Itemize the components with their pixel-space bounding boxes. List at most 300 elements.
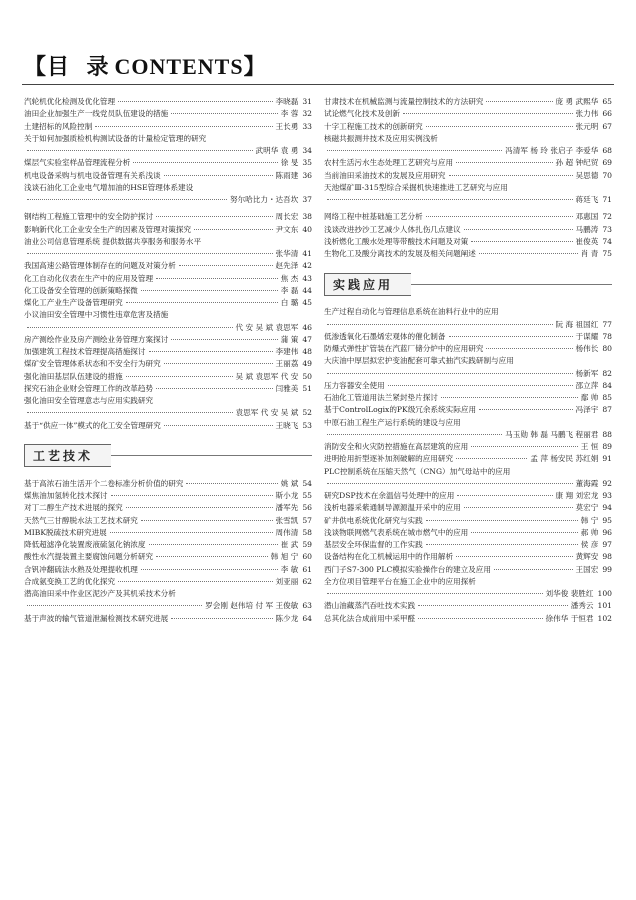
entry-title: 汽轮机优化检测及优化管理 bbox=[24, 97, 116, 106]
leader-dots bbox=[327, 199, 573, 200]
entry-page: 60 bbox=[302, 552, 312, 562]
toc-entry[interactable] bbox=[24, 346, 312, 358]
entry-authors: 白 璐 bbox=[280, 298, 299, 307]
entry-authors: 蒋廷飞 bbox=[575, 195, 599, 204]
entry-authors: 李 蓉 bbox=[280, 109, 299, 119]
toc-entry[interactable] bbox=[24, 490, 312, 502]
toc-entry[interactable] bbox=[24, 588, 312, 600]
entry-page: 98 bbox=[602, 552, 612, 562]
toc-entry[interactable] bbox=[24, 420, 312, 432]
toc-line bbox=[324, 527, 612, 539]
leader-dots bbox=[388, 385, 573, 386]
entry-authors: 闫雅美 bbox=[275, 383, 299, 393]
entry-title: 酸性水汽提装置主要腐蚀问题分析研究 bbox=[24, 552, 154, 562]
entry-page: 84 bbox=[602, 380, 612, 390]
leader-dots bbox=[133, 162, 277, 163]
toc-line bbox=[324, 133, 612, 145]
entry-title: 煤化工产业生产设备管理研究 bbox=[24, 298, 123, 307]
entry-page: 80 bbox=[602, 344, 612, 353]
leader-dots bbox=[327, 483, 573, 484]
entry-authors: 尹文东 bbox=[275, 224, 299, 234]
toc-entry[interactable] bbox=[324, 121, 612, 133]
toc-entry[interactable] bbox=[324, 441, 612, 453]
toc-line bbox=[24, 260, 312, 272]
leader-dots bbox=[471, 532, 577, 533]
toc-line bbox=[24, 157, 312, 169]
entry-title: 压力容器安全使用 bbox=[324, 380, 385, 390]
entry-title: 机电设备采购与机电设备管理有关系浅谈 bbox=[24, 170, 161, 180]
toc-entry[interactable] bbox=[324, 368, 612, 380]
entry-title: 研究DSP技术在余温信号处理中的应用 bbox=[324, 491, 455, 500]
entry-page: 53 bbox=[302, 420, 312, 430]
toc-entry[interactable] bbox=[24, 527, 312, 539]
entry-page: 102 bbox=[597, 613, 612, 623]
entry-title: 基于“供应一体”模式的化工安全管理研究 bbox=[24, 420, 161, 430]
entry-title: 浅谈石油化工企业电气增加油的HSE管理体系建设 bbox=[24, 182, 194, 192]
leader-dots bbox=[118, 101, 272, 102]
toc-entry[interactable] bbox=[24, 322, 312, 334]
toc-entry[interactable] bbox=[24, 613, 312, 625]
toc-entry[interactable] bbox=[324, 417, 612, 429]
toc-line bbox=[24, 273, 312, 285]
toc-entry[interactable] bbox=[24, 157, 312, 169]
toc-line bbox=[24, 346, 312, 358]
toc-entry[interactable] bbox=[324, 502, 612, 514]
entry-authors: 刘华俊 裴胜红 bbox=[545, 589, 594, 598]
entry-page: 87 bbox=[602, 405, 612, 415]
toc-line bbox=[24, 600, 312, 612]
entry-authors: 韩 旭 宁 bbox=[270, 552, 299, 562]
masthead-rule bbox=[22, 84, 614, 85]
toc-entry[interactable] bbox=[24, 211, 312, 223]
toc-entry[interactable] bbox=[324, 404, 612, 416]
toc-entry[interactable] bbox=[324, 182, 612, 194]
entry-page: 62 bbox=[302, 576, 312, 586]
toc-line bbox=[24, 478, 312, 490]
entry-page: 69 bbox=[602, 158, 612, 168]
toc-line bbox=[24, 194, 312, 206]
toc-entry[interactable] bbox=[324, 170, 612, 182]
entry-authors: 王国宏 bbox=[575, 564, 599, 574]
toc-line bbox=[24, 576, 312, 588]
entry-authors: 张元明 bbox=[575, 121, 599, 131]
toc-entry[interactable] bbox=[324, 490, 612, 502]
entry-page: 97 bbox=[602, 540, 612, 549]
entry-page: 93 bbox=[602, 491, 612, 500]
leader-dots bbox=[126, 507, 273, 508]
toc-entry[interactable] bbox=[324, 392, 612, 404]
leader-dots bbox=[27, 253, 273, 254]
toc-entry[interactable] bbox=[24, 551, 312, 563]
entry-title: 设备结构在化工机械运用中的作用解析 bbox=[324, 552, 454, 562]
entry-page: 44 bbox=[302, 285, 312, 295]
entry-page: 43 bbox=[302, 273, 312, 283]
toc-entry[interactable] bbox=[324, 224, 612, 236]
section-rule bbox=[111, 455, 312, 456]
toc-line bbox=[24, 407, 312, 419]
toc-entry[interactable] bbox=[24, 285, 312, 297]
toc-line bbox=[324, 224, 612, 236]
toc-entry[interactable] bbox=[324, 527, 612, 539]
leader-dots bbox=[118, 581, 272, 582]
entry-authors: 周伟清 bbox=[275, 527, 299, 537]
toc-line bbox=[24, 182, 312, 194]
toc-line bbox=[324, 564, 612, 576]
entry-page: 78 bbox=[602, 331, 612, 341]
toc-line bbox=[324, 121, 612, 133]
toc-line bbox=[24, 334, 312, 346]
entry-page: 49 bbox=[302, 359, 312, 369]
toc-line bbox=[324, 576, 612, 588]
toc-entry[interactable] bbox=[24, 515, 312, 527]
toc-line bbox=[24, 145, 312, 157]
toc-entry[interactable] bbox=[324, 515, 612, 527]
entry-page: 73 bbox=[602, 224, 612, 234]
entry-page: 45 bbox=[302, 298, 312, 307]
entry-title: 加强建筑工程技术管理提高措施探讨 bbox=[24, 347, 146, 356]
entry-title: 煤焦油加氢转化技术探讨 bbox=[24, 491, 108, 500]
leader-dots bbox=[426, 126, 573, 127]
bracket-open: 【 bbox=[24, 54, 48, 79]
entry-authors: 邓惠国 bbox=[575, 212, 599, 222]
toc-entry[interactable] bbox=[24, 273, 312, 285]
toc-line bbox=[24, 490, 312, 502]
leader-dots bbox=[486, 101, 552, 102]
entry-title: 当前油田采油技术的发展及应用研究 bbox=[324, 170, 446, 180]
toc-entry[interactable] bbox=[24, 236, 312, 248]
toc-entry[interactable] bbox=[24, 248, 312, 260]
entry-title: 核磁共振测井技术及应用实例浅析 bbox=[324, 133, 438, 143]
entry-authors: 张雪凯 bbox=[275, 515, 299, 525]
entry-title: 我国高速公路管理体制存在的问题及对策分析 bbox=[24, 261, 176, 271]
entry-page: 56 bbox=[302, 503, 312, 513]
toc-entry[interactable] bbox=[24, 334, 312, 346]
toc-entry[interactable] bbox=[324, 466, 612, 478]
toc-line bbox=[324, 211, 612, 223]
toc-entry[interactable] bbox=[24, 371, 312, 383]
toc-line bbox=[324, 157, 612, 169]
leader-dots bbox=[164, 175, 273, 176]
section-heading bbox=[324, 271, 612, 297]
entry-authors: 黄辉安 bbox=[575, 552, 599, 562]
toc-entry[interactable] bbox=[324, 306, 612, 318]
entry-title: 房产测绘作业及房产测绘业务管理方案探讨 bbox=[24, 334, 169, 344]
entry-title: 浅析电器采紫通制导源源温开采中的应用 bbox=[324, 503, 461, 513]
entry-page: 57 bbox=[302, 515, 312, 525]
leader-dots bbox=[156, 388, 272, 389]
toc-entry[interactable] bbox=[324, 564, 612, 576]
toc-entry[interactable] bbox=[324, 478, 612, 490]
leader-dots bbox=[164, 363, 273, 364]
leader-dots bbox=[171, 113, 277, 114]
entry-page: 68 bbox=[602, 146, 612, 155]
entry-authors: 康 翔 刘宏龙 bbox=[555, 491, 599, 500]
entry-title: 西门子S7-300 PLC模拟实验操作台的建立及应用 bbox=[324, 564, 491, 574]
toc-entry[interactable] bbox=[24, 383, 312, 395]
entry-authors: 徐 旻 bbox=[280, 158, 299, 168]
leader-dots bbox=[471, 241, 572, 242]
toc-entry[interactable] bbox=[324, 236, 612, 248]
entry-authors: 潘军先 bbox=[275, 503, 299, 513]
toc-entry[interactable] bbox=[324, 108, 612, 120]
toc-line bbox=[324, 145, 612, 157]
toc-entry[interactable] bbox=[324, 551, 612, 563]
leader-dots bbox=[27, 412, 233, 413]
section-title: 工艺技术 bbox=[24, 444, 111, 467]
entry-page: 91 bbox=[602, 454, 612, 464]
entry-title: PLC控制系统在压缩天然气（CNG）加气母站中的应用 bbox=[324, 466, 511, 476]
toc-line bbox=[324, 236, 612, 248]
toc-line bbox=[324, 539, 612, 551]
entry-page: 31 bbox=[302, 97, 312, 106]
toc-entry[interactable] bbox=[24, 478, 312, 490]
toc-entry[interactable] bbox=[324, 319, 612, 331]
section-title: 实践应用 bbox=[324, 273, 411, 296]
leader-dots bbox=[479, 409, 572, 410]
toc-line bbox=[324, 404, 612, 416]
toc-entry[interactable] bbox=[24, 395, 312, 407]
entry-title: 基层安全环保监督的工作实践 bbox=[324, 540, 423, 549]
entry-authors: 罗会刚 赵伟培 付 军 王俊敏 bbox=[205, 601, 299, 611]
entry-authors: 焦 杰 bbox=[280, 273, 299, 283]
entry-title: 潜山油藏蒸汽吞吐技术实践 bbox=[324, 601, 416, 611]
entry-authors: 杨伟长 bbox=[575, 344, 599, 353]
toc-entry[interactable] bbox=[24, 297, 312, 309]
toc-entry[interactable] bbox=[24, 121, 312, 133]
entry-page: 88 bbox=[602, 429, 612, 439]
entry-page: 37 bbox=[302, 195, 312, 204]
toc-entry[interactable] bbox=[324, 157, 612, 169]
entry-authors: 孙 超 钟纪贸 bbox=[555, 158, 599, 168]
leader-dots bbox=[456, 458, 527, 459]
toc-line bbox=[324, 466, 612, 478]
leader-dots bbox=[327, 373, 573, 374]
entry-authors: 鄢 帅 bbox=[580, 393, 599, 402]
entry-page: 95 bbox=[602, 515, 612, 525]
toc-entry[interactable] bbox=[324, 145, 612, 157]
toc-line bbox=[24, 108, 312, 120]
leader-dots bbox=[418, 605, 568, 606]
entry-title: 化工设备安全管理的创新策略探微 bbox=[24, 285, 138, 295]
toc-entry[interactable] bbox=[24, 108, 312, 120]
entry-authors: 杨新军 bbox=[575, 368, 599, 378]
entry-page: 66 bbox=[602, 109, 612, 119]
entry-page: 67 bbox=[602, 121, 612, 131]
toc-entry[interactable] bbox=[324, 600, 612, 612]
toc-line bbox=[24, 133, 312, 145]
entry-title: 钢结构工程施工管理中的安全防护探讨 bbox=[24, 212, 154, 222]
entry-authors: 赵先泽 bbox=[275, 261, 299, 271]
toc-entry[interactable] bbox=[24, 309, 312, 321]
leader-dots bbox=[327, 434, 502, 435]
entry-title: 总其化法合成前用中采甲醛 bbox=[324, 613, 416, 623]
toc-line bbox=[324, 600, 612, 612]
entry-page: 77 bbox=[602, 319, 612, 329]
entry-authors: 陈少龙 bbox=[275, 613, 299, 623]
toc-entry[interactable] bbox=[324, 380, 612, 392]
entry-authors: 董海霞 bbox=[575, 478, 599, 488]
toc-line bbox=[324, 417, 612, 429]
leader-dots bbox=[141, 290, 278, 291]
toc-entry[interactable] bbox=[24, 358, 312, 370]
toc-line bbox=[324, 319, 612, 331]
leader-dots bbox=[194, 229, 272, 230]
entry-authors: 马玉勋 韩 磊 马鹏飞 程丽君 bbox=[505, 429, 599, 439]
toc-line bbox=[324, 331, 612, 343]
toc-entry[interactable] bbox=[24, 182, 312, 194]
entry-title: 土建招标的风险控制 bbox=[24, 121, 93, 131]
entry-title: 天然气三甘醇脱水法工艺技术研究 bbox=[24, 515, 138, 525]
toc-line bbox=[24, 420, 312, 432]
leader-dots bbox=[141, 569, 278, 570]
entry-title: 降低超滤净化装置废液硫氢化钠浓度 bbox=[24, 540, 146, 549]
entry-page: 36 bbox=[302, 170, 312, 180]
entry-title: 网络工程中桩基础施工艺分析 bbox=[324, 212, 423, 222]
entry-page: 58 bbox=[302, 527, 312, 537]
leader-dots bbox=[327, 593, 543, 594]
toc-line bbox=[324, 588, 612, 600]
entry-title: 天池煤矿Ⅲ-315型综合采掘机快速推进工艺研究与应用 bbox=[324, 182, 508, 192]
leader-dots bbox=[179, 265, 273, 266]
toc-entry[interactable] bbox=[24, 194, 312, 206]
entry-page: 101 bbox=[597, 601, 612, 611]
entry-authors: 郝 帅 bbox=[580, 527, 599, 537]
toc-line bbox=[324, 613, 612, 625]
entry-authors: 肖 青 bbox=[580, 249, 599, 258]
toc-entry[interactable] bbox=[24, 96, 312, 108]
toc-entry[interactable] bbox=[324, 194, 612, 206]
entry-page: 59 bbox=[302, 540, 312, 549]
entry-authors: 王 恒 bbox=[580, 442, 599, 451]
entry-title: 煤矿安全管理体系状态和不安全行为研究 bbox=[24, 359, 161, 369]
entry-page: 74 bbox=[602, 236, 612, 246]
entry-title: 消防安全和火灾防控措施在高层建筑的应用 bbox=[324, 442, 469, 451]
toc-line bbox=[24, 551, 312, 563]
toc-entry[interactable] bbox=[324, 576, 612, 588]
leader-dots bbox=[418, 618, 542, 619]
entry-title: 全方位项目管理平台在施工企业中的应用探析 bbox=[324, 576, 476, 586]
toc-entry[interactable] bbox=[24, 133, 312, 145]
toc-entry[interactable] bbox=[24, 260, 312, 272]
toc-entry[interactable] bbox=[324, 343, 612, 355]
toc-entry[interactable] bbox=[24, 170, 312, 182]
leader-dots bbox=[457, 495, 552, 496]
toc-entry[interactable] bbox=[324, 96, 612, 108]
entry-authors: 吴思德 bbox=[575, 170, 599, 180]
entry-title: 探究石油企业财会管理工作的改革趋势 bbox=[24, 383, 154, 393]
leader-dots bbox=[426, 544, 578, 545]
entry-authors: 李晓磊 bbox=[275, 97, 299, 106]
entry-page: 72 bbox=[602, 212, 612, 222]
entry-title: 浅析燃化工酸水处理等带酸技术问题及对策 bbox=[324, 236, 469, 246]
leader-dots bbox=[126, 376, 233, 377]
toc-line bbox=[324, 355, 612, 367]
entry-page: 34 bbox=[302, 146, 312, 155]
entry-page: 46 bbox=[302, 322, 312, 332]
toc-line bbox=[324, 170, 612, 182]
toc-entry[interactable] bbox=[24, 407, 312, 419]
entry-page: 55 bbox=[302, 491, 312, 500]
toc-entry[interactable] bbox=[324, 211, 612, 223]
section-heading bbox=[24, 443, 312, 469]
toc-entry[interactable] bbox=[24, 539, 312, 551]
toc-entry[interactable] bbox=[324, 355, 612, 367]
entry-authors: 刘亚丽 bbox=[275, 576, 299, 586]
entry-authors: 潘秀云 bbox=[570, 601, 594, 611]
entry-authors: 崔 武 bbox=[280, 540, 299, 549]
entry-title: 甘肃技术在机械监测与流量控制技术的方法研究 bbox=[324, 97, 484, 106]
toc-entry[interactable] bbox=[324, 539, 612, 551]
toc-entry[interactable] bbox=[24, 600, 312, 612]
toc-line bbox=[24, 170, 312, 182]
leader-dots bbox=[449, 336, 573, 337]
toc-line bbox=[324, 182, 612, 194]
toc-line bbox=[24, 588, 312, 600]
leader-dots bbox=[327, 324, 553, 325]
leader-dots bbox=[327, 150, 502, 151]
entry-title: 化工自动化仪表在生产中的应用及管理 bbox=[24, 273, 154, 283]
toc-entry[interactable] bbox=[324, 133, 612, 145]
toc-line bbox=[324, 392, 612, 404]
entry-title: 强化油田基层队伍建设的措施 bbox=[24, 371, 123, 381]
entry-authors: 代 安 吴 斌 袁思军 bbox=[235, 322, 299, 332]
toc-entry[interactable] bbox=[24, 224, 312, 236]
toc-entry[interactable] bbox=[324, 613, 612, 625]
entry-page: 63 bbox=[302, 601, 312, 611]
entry-authors: 阮 海 祖国红 bbox=[555, 319, 599, 329]
entry-page: 47 bbox=[302, 334, 312, 344]
toc-entry[interactable] bbox=[324, 588, 612, 600]
toc-line bbox=[324, 551, 612, 563]
leader-dots bbox=[27, 327, 233, 328]
contents-masthead bbox=[24, 50, 267, 81]
leader-dots bbox=[479, 253, 578, 254]
toc-entry[interactable] bbox=[24, 576, 312, 588]
toc-entry[interactable] bbox=[24, 502, 312, 514]
leader-dots bbox=[156, 216, 272, 217]
toc-entry[interactable] bbox=[24, 564, 312, 576]
toc-entry[interactable] bbox=[24, 145, 312, 157]
entry-title: 石油化工管道用法兰紧封垫片探讨 bbox=[324, 393, 438, 402]
toc-line bbox=[324, 441, 612, 453]
leader-dots bbox=[164, 425, 273, 426]
toc-entry[interactable] bbox=[324, 453, 612, 465]
entry-authors: 孟 萍 杨安民 苏红娟 bbox=[530, 454, 599, 464]
entry-page: 42 bbox=[302, 261, 312, 271]
entry-title: 强化油田安全管理意志与应用实践研究 bbox=[24, 396, 154, 405]
right-column bbox=[324, 96, 612, 625]
entry-authors: 王晓飞 bbox=[275, 420, 299, 430]
bracket-close: 】 bbox=[243, 54, 267, 79]
toc-line bbox=[324, 490, 612, 502]
toc-entry[interactable] bbox=[324, 429, 612, 441]
toc-entry[interactable] bbox=[324, 331, 612, 343]
entry-page: 48 bbox=[302, 347, 312, 356]
entry-authors: 庞 勇 武熙华 bbox=[555, 97, 599, 106]
entry-authors: 陈雨建 bbox=[275, 170, 299, 180]
toc-entry[interactable] bbox=[324, 248, 612, 260]
entry-authors: 崔俊英 bbox=[575, 236, 599, 246]
toc-line bbox=[24, 527, 312, 539]
entry-page: 89 bbox=[602, 442, 612, 451]
entry-title: 合成氨变换工艺的优化探究 bbox=[24, 576, 116, 586]
entry-authors: 冯清军 杨 玲 张启子 李爱华 bbox=[505, 146, 599, 155]
leader-dots bbox=[494, 569, 573, 570]
entry-page: 96 bbox=[602, 527, 612, 537]
leader-dots bbox=[403, 113, 573, 114]
entry-title: 矿井供电系统优化研究与实践 bbox=[324, 515, 423, 525]
entry-authors: 努尔哈比力・达吾坎 bbox=[229, 195, 299, 204]
